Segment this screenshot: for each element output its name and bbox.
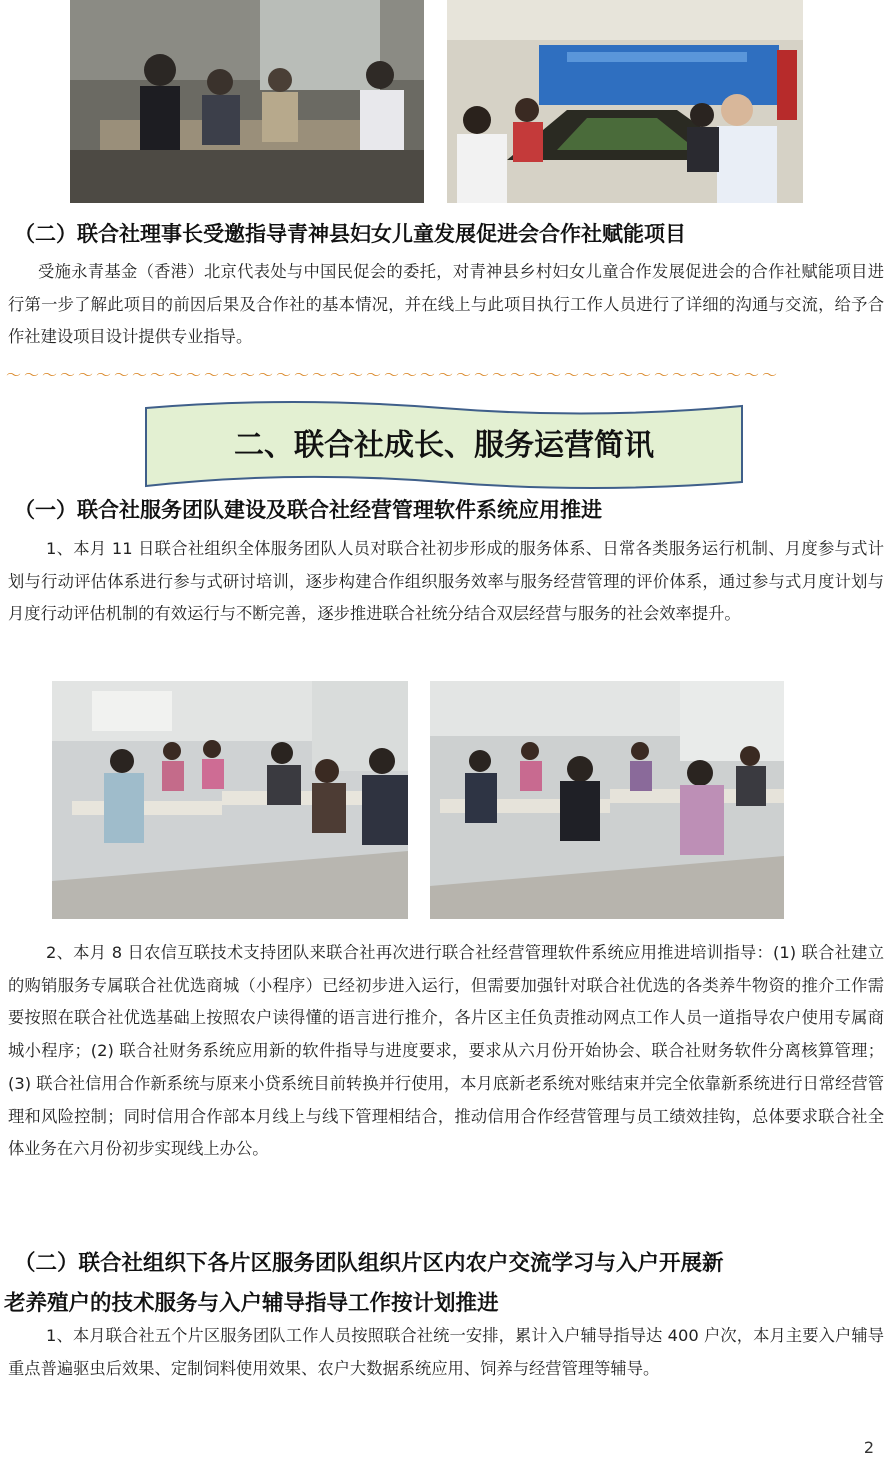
page-number: 2 — [863, 1438, 874, 1457]
wave-divider: ～～～～～～～～～～～～～～～～～～～～～～～～～～～～～～～～～～～～～～～～～～～ — [6, 366, 781, 384]
meeting-photo-left — [70, 0, 424, 203]
section1-sub2-heading: （二）联合社理事长受邀指导青神县妇女儿童发展促进会合作社赋能项目 — [14, 222, 686, 246]
meeting-photo-right — [447, 0, 803, 203]
section2-sub2-heading-line2: 老养殖户的技术服务与入户辅导指导工作按计划推进 — [4, 1291, 499, 1316]
training-photo-left — [52, 681, 408, 919]
section-banner — [142, 398, 746, 493]
section2-sub2-paragraph: 1、本月联合社五个片区服务团队工作人员按照联合社统一安排，累计入户辅导指导达 400 户次，本月主要入户辅导重点普遍驱虫后效果、定制饲料使用效果、农户大数据系统应用、饲养与经营管理等辅导。 — [8, 1326, 884, 1378]
section1-sub2-paragraph: 受施永青基金（香港）北京代表处与中国民促会的委托，对青神县乡村妇女儿童合作发展促进会的合作社赋能项目进行第一步了解此项目的前因后果及合作社的基本情况，并在线上与此项目执行工作人员进行了详细的沟通与交流，给予合作社建设项目设计提供专业指导。 — [8, 262, 884, 347]
section2-sub2-heading-line1: （二）联合社组织下各片区服务团队组织片区内农户交流学习与入户开展新 — [14, 1251, 724, 1276]
training-photo-right — [430, 681, 784, 919]
banner-title: 二、联合社成长、服务运营简讯 — [234, 428, 654, 463]
section2-sub1-paragraph1: 1、本月 11 日联合社组织全体服务团队人员对联合社初步形成的服务体系、日常各类服务运行机制、月度参与式计划与行动评估体系进行参与式研讨培训，逐步构建合作组织服务效率与服务经营管理的评价体系，通过参与式月度计划与月度行动评估机制的有效运行与不断完善，逐步推进联合社统分结合双层经营与服务的社会效率提升。 — [8, 539, 884, 624]
section2-sub1-paragraph2: 2、本月 8 日农信互联技术支持团队来联合社再次进行联合社经营管理软件系统应用推进培训指导：(1) 联合社建立的购销服务专属联合社优选商城（小程序）已经初步进入运行，但需要加强针对联合社优选的各类养牛物资的推介工作需要按照在联合社优选基础上按照农户读得懂的语言进行推介，各片区主任负责推动网点工作人员一道指导农户使用专属商城小程序；(2) 联合社财务系统应用新的软件指导与进度要求，要求从六月份开始协会、联合社财务软件分离核算管理；(3) 联合社信用合作新系统与原来小贷系统目前转换并行使用，本月底新老系统对账结束并完全依靠新系统进行日常经营管理和风险控制；同时信用合作部本月线上与线下管理相结合，推动信用合作经营管理与员工绩效挂钩，总体要求联合社全体业务在六月份初步实现线上办公。 — [8, 943, 884, 1159]
section2-sub1-heading: （一）联合社服务团队建设及联合社经营管理软件系统应用推进 — [14, 498, 602, 522]
